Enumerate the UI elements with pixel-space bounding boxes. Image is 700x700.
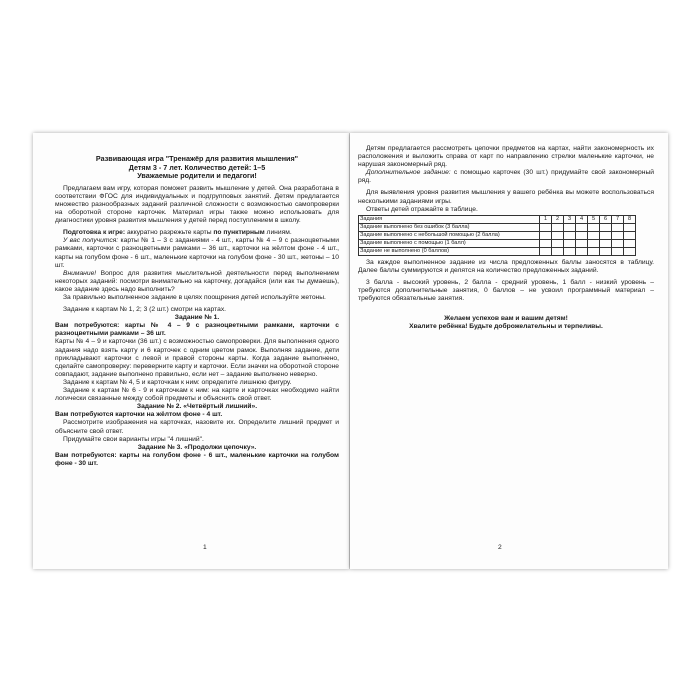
table-cell bbox=[624, 231, 636, 239]
age-subtitle: Детям 3 - 7 лет. Количество детей: 1–5 bbox=[128, 162, 266, 172]
table-cell bbox=[600, 223, 612, 231]
extra-task-label: Дополнительное задание: bbox=[366, 169, 451, 177]
table-header-cell: 4 bbox=[576, 215, 588, 223]
extra-task-text: с помощью карточек (30 шт.) придумайте свой закономерный ряд. bbox=[358, 169, 654, 185]
table-cell bbox=[612, 239, 624, 247]
you-get-label: У вас получится: bbox=[63, 237, 119, 245]
you-get-text: карты № 1 – 3 с заданиями - 4 шт., карты № 4 – 9 с разноцветными рамками, карточки с разноцветными рамками – 36 шт., карточки на жёлтом фоне - 4 шт., карты на голубом фоне - 6 шт., маленькие карточки на голубом фоне - 30 шт., жетоны – 10 шт. bbox=[55, 237, 339, 269]
closing-wish: Желаем успехов вам и вашим детям! bbox=[444, 315, 568, 323]
table-cell bbox=[588, 239, 600, 247]
table-cell bbox=[588, 231, 600, 239]
table-cell bbox=[624, 247, 636, 255]
table-cell bbox=[540, 223, 552, 231]
table-row-label: Задание выполнено с помощью (1 балл) bbox=[359, 239, 540, 247]
table-row bbox=[359, 239, 636, 247]
table-header-cell: Задания bbox=[359, 215, 540, 223]
table-cell bbox=[564, 239, 576, 247]
table-row bbox=[359, 231, 636, 239]
task3-title: Задание № 3. «Продолжи цепочку». bbox=[137, 443, 257, 451]
task3-need: Вам потребуются: карты на голубом фоне - 6 шт., маленькие карточки на голубом фоне - 30 шт. bbox=[55, 451, 339, 467]
table-cell bbox=[540, 231, 552, 239]
prep-bold: по пунктирным bbox=[213, 229, 265, 237]
intro-text: Предлагаем вам игру, которая поможет развить мышление у детей. Она разработана в соответствии ФГОС для индивидуальных и подгрупповых занятий. Детям предлагается множество разнообразных заданий различной сложности с возможностью самопроверки на оборотной стороне карточек. Материал игры также можно использовать для диагностики уровня развития мышления у детей перед поступлением в школу. bbox=[55, 184, 339, 225]
prep-paragraph bbox=[55, 229, 339, 237]
table-cell bbox=[624, 223, 636, 231]
table-cell bbox=[612, 247, 624, 255]
table-cell bbox=[564, 231, 576, 239]
table-row-label: Задание выполнено без ошибок (3 балла) bbox=[359, 223, 540, 231]
scoring-text: За каждое выполненное задание из числа предложенных баллы заносятся в таблицу. Далее баллы суммируются и делятся на количество предложенных заданий. bbox=[358, 258, 654, 274]
task1-title: Задание № 1. bbox=[174, 314, 220, 322]
table-cell bbox=[564, 223, 576, 231]
prep-text: аккуратно разрежьте карты bbox=[125, 229, 214, 237]
task1-cards-a: Задание к картам № 4, 5 и карточкам к ним: определите лишнюю фигуру. bbox=[63, 378, 292, 386]
table-intro: Ответы детей отражайте в таблице. bbox=[366, 205, 478, 213]
attention-label: Внимание! bbox=[63, 269, 97, 277]
task2-text: Рассмотрите изображения на карточках, назовите их. Определите лишний предмет и объясните свой ответ. bbox=[55, 419, 339, 435]
you-get-paragraph bbox=[55, 237, 339, 269]
table-header-cell: 6 bbox=[600, 215, 612, 223]
reward-text: За правильно выполненное задание в целях поощрения детей используйте жетоны. bbox=[63, 294, 326, 301]
table-cell bbox=[612, 223, 624, 231]
attention-paragraph bbox=[55, 270, 339, 294]
table-header-cell: 1 bbox=[540, 215, 552, 223]
right-page bbox=[350, 133, 668, 569]
table-header-cell: 7 bbox=[612, 215, 624, 223]
table-cell bbox=[576, 223, 588, 231]
table-row-label: Задание не выполнено (0 баллов) bbox=[359, 247, 540, 255]
table-cell bbox=[564, 247, 576, 255]
closing-praise: Хвалите ребёнка! Будьте доброжелательны и терпеливы. bbox=[409, 323, 603, 331]
table-cell bbox=[600, 239, 612, 247]
table-header-cell: 5 bbox=[588, 215, 600, 223]
task2-need: Вам потребуются карточки на жёлтом фоне - 4 шт. bbox=[55, 411, 223, 419]
table-row bbox=[359, 223, 636, 231]
greeting: Уважаемые родители и педагоги! bbox=[137, 171, 257, 181]
table-cell bbox=[552, 231, 564, 239]
task2-title: Задание № 2. «Четвёртый лишний». bbox=[136, 403, 258, 411]
cards-hint: Задание к картам № 1, 2; 3 (2 шт.) смотри на картах. bbox=[63, 306, 227, 314]
table-cell bbox=[552, 223, 564, 231]
table-cell bbox=[540, 247, 552, 255]
page-number-right: 2 bbox=[498, 544, 502, 551]
prep-end: линиям. bbox=[264, 229, 292, 237]
task1-cards-b: Задание к картам № 6 - 9 и карточкам к ним: на карте и карточках необходимо найти логически связанные между собой предметы и объяснить свой ответ. bbox=[55, 387, 339, 403]
table-cell bbox=[600, 231, 612, 239]
table-row bbox=[359, 247, 636, 255]
table-cell bbox=[576, 231, 588, 239]
table-header-cell: 2 bbox=[552, 215, 564, 223]
table-cell bbox=[552, 239, 564, 247]
results-table bbox=[358, 215, 636, 256]
table-header-cell: 8 bbox=[624, 215, 636, 223]
table-row-label: Задание выполнено с небольшой помощью (2 балла) bbox=[359, 231, 540, 239]
table-cell bbox=[576, 247, 588, 255]
task1-need: Вам потребуются: карты № 4 – 9 с разноцветными рамками, карточки с разноцветными рамками – 36 шт. bbox=[55, 322, 339, 338]
chain-text: Детям предлагается рассмотреть цепочки предметов на картах, найти закономерность их расположения и выложить справа от карт по направлению стрелки маленькие карточки, не нарушая закономерный ряд. bbox=[358, 145, 654, 169]
table-cell bbox=[588, 223, 600, 231]
levels-text: 3 балла - высокий уровень, 2 балла - средний уровень, 1 балл - низкий уровень – требуются дополнительные занятия, 0 баллов – не усвоил программный материал – требуются обязательные занятия. bbox=[358, 278, 654, 303]
attention-text: Вопрос для развития мыслительной деятельности перед выполнением некоторых заданий: посмотри внимательно на карточку, догадайся (или как ты думаешь), какое задание здесь надо выполнить? bbox=[55, 269, 339, 293]
table-cell bbox=[612, 231, 624, 239]
table-header-row bbox=[359, 215, 636, 223]
table-cell bbox=[576, 239, 588, 247]
task1-text: Карты № 4 – 9 и карточки (36 шт.) с возможностью самопроверки. Для выполнения одного задания надо взять карту и 6 карточек с одним цветом рамок. Выполняя задание, дети прикладывают карточки с левой и правой стороны карты. Когда задание выполнено, сделайте самопроверку: переверните карту и карточки. Если значки на оборотной стороне совпадают, задание выполнено правильно, если нет – задание выполнено неверно. bbox=[55, 338, 339, 378]
page-number-left: 1 bbox=[203, 544, 207, 551]
table-cell bbox=[552, 247, 564, 255]
left-page bbox=[33, 133, 349, 569]
table-cell bbox=[540, 239, 552, 247]
task2-extra: Придумайте свои варианты игры "4 лишний". bbox=[63, 435, 204, 443]
prep-label: Подготовка к игре: bbox=[63, 229, 126, 237]
table-cell bbox=[588, 247, 600, 255]
table-cell bbox=[600, 247, 612, 255]
table-cell bbox=[624, 239, 636, 247]
diagnostics-text: Для выявления уровня развития мышления у вашего ребёнка вы можете воспользоваться несколькими заданиями игры. bbox=[358, 189, 654, 205]
extra-task-paragraph bbox=[358, 169, 654, 185]
game-title: Развивающая игра "Тренажёр для развития мышления" bbox=[95, 154, 299, 163]
table-header-cell: 3 bbox=[564, 215, 576, 223]
